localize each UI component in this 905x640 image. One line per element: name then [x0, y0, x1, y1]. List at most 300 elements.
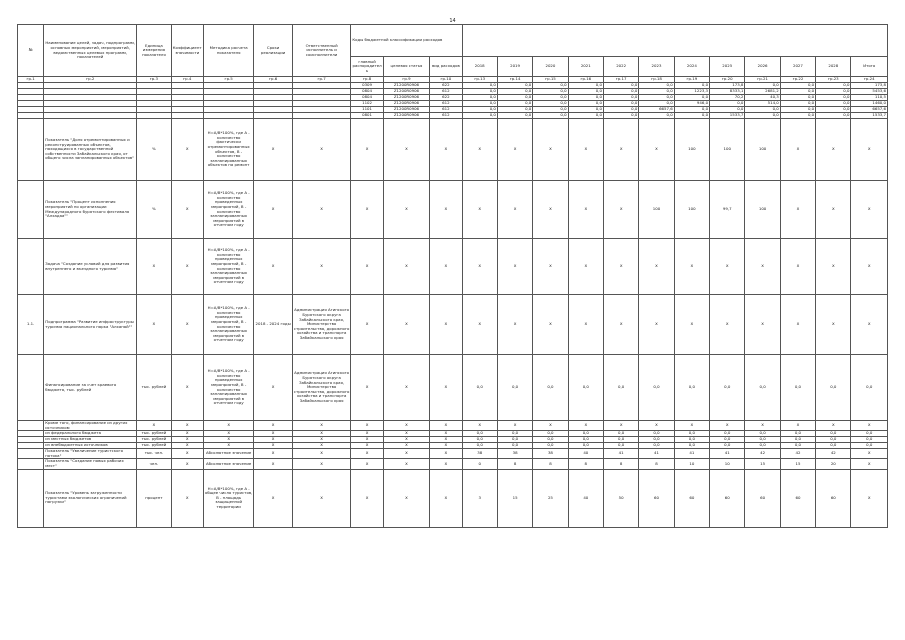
row-value: 0,0	[639, 437, 674, 443]
row-value: Х	[603, 119, 638, 181]
col-number: гр.13	[462, 77, 497, 83]
row-term: Х	[254, 421, 292, 431]
row-code-target: Х	[383, 449, 429, 459]
code-value: 0,0	[745, 107, 780, 113]
row-value: Х	[851, 239, 888, 295]
code-value: 110,5	[851, 95, 888, 101]
row-term: Х	[254, 181, 292, 239]
row-value: Х	[780, 119, 815, 181]
row-value: 99,7	[710, 181, 745, 239]
page-number: 14	[449, 18, 456, 24]
code-value: 6657,6	[851, 107, 888, 113]
code-value: 6657,6	[639, 107, 674, 113]
col-number: гр.5	[203, 77, 254, 83]
row-value: 0,0	[816, 437, 851, 443]
code-value: 0,0	[639, 95, 674, 101]
row-value: 0,0	[497, 355, 532, 421]
row-value: 40	[568, 469, 603, 527]
row-value: 40	[568, 449, 603, 459]
row-term: Х	[254, 431, 292, 437]
row-executor: Х	[292, 449, 351, 459]
code-value: 0,0	[639, 89, 674, 95]
code-value: 0,0	[816, 101, 851, 107]
code-value: 1533,7	[710, 113, 745, 119]
header-code-vr: вид расходов	[430, 57, 462, 77]
row-code-target: Х	[383, 295, 429, 355]
row-value: 41	[674, 449, 709, 459]
code-value: 0,0	[639, 101, 674, 107]
code-value: 0,0	[780, 101, 815, 107]
row-method: Н=А/В*100%, где А - количество проведенных мероприятий, В - количество запланированных мероприятий в отчетном году	[203, 295, 254, 355]
row-value: Х	[745, 295, 780, 355]
budget-code-rows	[18, 83, 888, 119]
row-code-main: Х	[351, 449, 383, 459]
row-value: Х	[816, 295, 851, 355]
row-coef: Х	[171, 449, 203, 459]
code-value: 5453,6	[851, 89, 888, 95]
row-value: 41	[710, 449, 745, 459]
row-value: 38	[533, 449, 568, 459]
row-value: Х	[780, 295, 815, 355]
code-value: 173,8	[710, 83, 745, 89]
row-value: Х	[851, 459, 888, 469]
row-term: Х	[254, 437, 292, 443]
row-value: 100	[674, 181, 709, 239]
row-value: Х	[533, 239, 568, 295]
row-code-target: Х	[383, 355, 429, 421]
row-value: Х	[674, 239, 709, 295]
code-value: 0,0	[816, 89, 851, 95]
row-method: Н=А/В*100%, где А - количество фактически отремонтированных объектов, В - количество запланированных объектов на ремонт	[203, 119, 254, 181]
row-coef: Х	[171, 119, 203, 181]
row-unit: тыс. чел.	[137, 449, 171, 459]
row-value: 0	[462, 459, 497, 469]
row-code-vr: Х	[430, 449, 462, 459]
row-code-main: Х	[351, 431, 383, 437]
row-value: 100	[745, 119, 780, 181]
code-value: 514,0	[745, 101, 780, 107]
code-value: 0,0	[533, 89, 568, 95]
row-method: Х	[203, 421, 254, 431]
code-value: 0,0	[462, 107, 497, 113]
code-value: 0,0	[816, 107, 851, 113]
row-value: Х	[851, 469, 888, 527]
table-row	[18, 239, 888, 295]
header-executor: Ответственный исполнитель и соисполнители	[292, 25, 351, 77]
row-term: Х	[254, 119, 292, 181]
row-number	[18, 469, 44, 527]
row-code-target: Х	[383, 421, 429, 431]
row-value: 0,0	[603, 443, 638, 449]
row-coef: Х	[171, 421, 203, 431]
row-code-main: Х	[351, 355, 383, 421]
code-value: 0,0	[497, 83, 532, 89]
row-number	[18, 449, 44, 459]
row-coef: Х	[171, 459, 203, 469]
code-target: Z1200R0906	[383, 113, 429, 119]
row-code-target: Х	[383, 459, 429, 469]
code-value: 0,0	[568, 107, 603, 113]
row-method: Н=А/В*100%, где А - количество проведенных мероприятий, В - количество запланированных мероприятий в отчетном году	[203, 239, 254, 295]
row-value: 0,0	[851, 431, 888, 437]
header-year: 2020	[533, 57, 568, 77]
indicator-rows	[18, 119, 888, 528]
row-value: 0,0	[603, 355, 638, 421]
code-value: 0,0	[568, 95, 603, 101]
code-target: Z1200R0906	[383, 107, 429, 113]
row-value: 0,0	[710, 437, 745, 443]
col-number: гр.8	[351, 77, 383, 83]
row-value: 3	[462, 469, 497, 527]
code-target: Z1200R0906	[383, 101, 429, 107]
col-number: гр.19	[674, 77, 709, 83]
code-value: 0,0	[816, 113, 851, 119]
header-code-target: целевая статья	[383, 57, 429, 77]
row-value: 0,0	[816, 355, 851, 421]
header-year: 2019	[497, 57, 532, 77]
row-code-vr: Х	[430, 181, 462, 239]
row-executor: Х	[292, 469, 351, 527]
code-target: Z1200R0906	[383, 95, 429, 101]
row-value: Х	[533, 421, 568, 431]
row-unit: процент	[137, 469, 171, 527]
header-no: №	[18, 25, 44, 77]
code-value: 0,0	[533, 107, 568, 113]
col-number: гр.1	[18, 77, 44, 83]
row-value: 10	[710, 459, 745, 469]
program-table	[17, 24, 888, 528]
row-unit: тыс. рублей	[137, 443, 171, 449]
row-unit: Х	[137, 295, 171, 355]
row-value: 42	[816, 449, 851, 459]
row-value: 0,0	[462, 355, 497, 421]
row-value: 50	[603, 469, 638, 527]
row-code-main: Х	[351, 459, 383, 469]
row-method: Х	[203, 431, 254, 437]
row-value: 38	[462, 449, 497, 459]
code-value: 8333,1	[710, 89, 745, 95]
code-value: 946,0	[674, 101, 709, 107]
row-method: Н=А/В*100%, где А - количество проведенных мероприятий, В - количество запланированных мероприятий в отчетном году	[203, 181, 254, 239]
row-value: Х	[462, 421, 497, 431]
row-unit: тыс. рублей	[137, 355, 171, 421]
row-value: Х	[603, 239, 638, 295]
row-executor: Х	[292, 437, 351, 443]
code-main: 0801	[351, 113, 383, 119]
row-value: Х	[816, 181, 851, 239]
row-code-main: Х	[351, 437, 383, 443]
row-term: Х	[254, 443, 292, 449]
row-number	[18, 459, 44, 469]
header-term: Сроки реализации	[254, 25, 292, 77]
code-value: 0,0	[462, 83, 497, 89]
code-value: 0,0	[780, 107, 815, 113]
row-value: 60	[745, 469, 780, 527]
row-value: 0,0	[780, 355, 815, 421]
row-value: 42	[780, 449, 815, 459]
code-value: 0,0	[780, 95, 815, 101]
row-value: 0,0	[533, 355, 568, 421]
row-number	[18, 119, 44, 181]
row-value: Х	[639, 119, 674, 181]
code-value: 0,0	[497, 89, 532, 95]
code-value: 0,0	[533, 83, 568, 89]
code-value: 0,0	[816, 83, 851, 89]
header-unit: Единица измерения показателя	[137, 25, 171, 77]
row-value: Х	[780, 421, 815, 431]
row-value: 0,0	[745, 431, 780, 437]
row-value: Х	[851, 449, 888, 459]
code-value: 0,0	[603, 101, 638, 107]
code-value: 0,0	[603, 113, 638, 119]
row-executor: Х	[292, 459, 351, 469]
col-number: гр.2	[44, 77, 137, 83]
code-value: 0,0	[462, 89, 497, 95]
row-value: 41	[603, 449, 638, 459]
row-value: Х	[603, 181, 638, 239]
header-method: Методика расчета показателя	[203, 25, 254, 77]
row-coef: Х	[171, 355, 203, 421]
row-value: 0,0	[745, 355, 780, 421]
row-value: Х	[851, 295, 888, 355]
row-value: 0,0	[674, 431, 709, 437]
row-unit: чел.	[137, 459, 171, 469]
code-value: 0,0	[674, 83, 709, 89]
code-value: 1533,7	[851, 113, 888, 119]
row-value: 100	[674, 119, 709, 181]
col-number: гр.17	[603, 77, 638, 83]
row-value: 8	[497, 459, 532, 469]
row-value: Х	[462, 239, 497, 295]
code-vr: 612	[430, 101, 462, 107]
code-value: 0,0	[603, 89, 638, 95]
row-method: Абсолютное значение	[203, 449, 254, 459]
row-name: из федерального бюджета	[44, 431, 137, 437]
row-value: 25	[533, 469, 568, 527]
row-code-main: Х	[351, 421, 383, 431]
row-value: Х	[780, 181, 815, 239]
row-value: 0,0	[568, 431, 603, 437]
code-value: 1223,3	[674, 89, 709, 95]
header-code-main: главный распорядитель	[351, 57, 383, 77]
code-main: 1101	[351, 107, 383, 113]
code-value: 0,0	[780, 83, 815, 89]
row-coef: Х	[171, 443, 203, 449]
row-value: 8	[533, 459, 568, 469]
row-value: 0,0	[639, 355, 674, 421]
col-number: гр.7	[292, 77, 351, 83]
table-row	[18, 469, 888, 527]
row-unit: тыс. рублей	[137, 437, 171, 443]
row-number	[18, 421, 44, 431]
row-value: 0,0	[674, 355, 709, 421]
row-value: 0,0	[568, 443, 603, 449]
code-target: Z1200R0906	[383, 83, 429, 89]
col-number: гр.22	[780, 77, 815, 83]
row-code-vr: Х	[430, 421, 462, 431]
code-value: 0,0	[639, 83, 674, 89]
code-vr: 622	[430, 95, 462, 101]
row-value: Х	[674, 421, 709, 431]
row-value: Х	[745, 421, 780, 431]
row-value: Х	[497, 181, 532, 239]
code-vr: 612	[430, 107, 462, 113]
row-value: Х	[639, 295, 674, 355]
row-value: 10	[674, 459, 709, 469]
code-value: 0,0	[603, 95, 638, 101]
row-value: 0,0	[497, 437, 532, 443]
row-number	[18, 239, 44, 295]
row-code-main: Х	[351, 119, 383, 181]
row-value: 0,0	[568, 437, 603, 443]
row-value: Х	[851, 181, 888, 239]
col-number: гр.21	[745, 77, 780, 83]
row-value: Х	[462, 181, 497, 239]
col-number: гр.23	[816, 77, 851, 83]
row-value: 0,0	[533, 443, 568, 449]
row-method: Абсолютное значение	[203, 459, 254, 469]
code-value: 0,0	[674, 113, 709, 119]
row-executor: Х	[292, 421, 351, 431]
row-term: 2018 - 2024 годы	[254, 295, 292, 355]
row-code-vr: Х	[430, 469, 462, 527]
code-value: 2681,2	[745, 89, 780, 95]
code-value: 0,0	[462, 95, 497, 101]
code-main: 0804	[351, 89, 383, 95]
row-value: 0,0	[780, 443, 815, 449]
col-number: гр.4	[171, 77, 203, 83]
row-value: Х	[639, 421, 674, 431]
header-years-group	[462, 25, 887, 57]
header-year: 2026	[745, 57, 780, 77]
row-value: Х	[780, 239, 815, 295]
row-unit: Х	[137, 239, 171, 295]
row-value: Х	[710, 239, 745, 295]
table-row	[18, 421, 888, 431]
table-row	[18, 459, 888, 469]
row-value: 60	[710, 469, 745, 527]
row-value: 0,0	[851, 355, 888, 421]
code-value: 0,0	[710, 107, 745, 113]
row-method: Х	[203, 443, 254, 449]
col-number: гр.3	[137, 77, 171, 83]
row-value: 8	[603, 459, 638, 469]
row-value: 15	[780, 459, 815, 469]
row-value: Х	[710, 295, 745, 355]
code-value: 40,3	[745, 95, 780, 101]
row-code-vr: Х	[430, 295, 462, 355]
row-value: 42	[745, 449, 780, 459]
row-coef: Х	[171, 469, 203, 527]
row-name: Финансирование за счет краевого бюджета, тыс. рублей	[44, 355, 137, 421]
row-value: 0,0	[816, 431, 851, 437]
row-value: Х	[533, 181, 568, 239]
row-code-vr: Х	[430, 431, 462, 437]
row-value: Х	[745, 239, 780, 295]
row-value: Х	[533, 119, 568, 181]
row-code-target: Х	[383, 469, 429, 527]
row-value: Х	[639, 239, 674, 295]
code-value: 173,8	[851, 83, 888, 89]
row-value: Х	[497, 295, 532, 355]
code-value: 0,0	[674, 107, 709, 113]
col-number: гр.9	[383, 77, 429, 83]
row-code-main: Х	[351, 295, 383, 355]
col-number: гр.24	[851, 77, 888, 83]
header-budget-codes: Коды бюджетной классификации расходов	[351, 25, 462, 57]
row-unit: %	[137, 119, 171, 181]
row-code-target: Х	[383, 119, 429, 181]
row-value: 0,0	[816, 443, 851, 449]
row-code-target: Х	[383, 443, 429, 449]
row-value: 0,0	[497, 443, 532, 449]
row-name: Показатель "Увеличение туристского потока"	[44, 449, 137, 459]
row-name: Показатель "Уровень загруженности туристами экологических ограничений нагрузки"	[44, 469, 137, 527]
row-coef: Х	[171, 437, 203, 443]
row-value: 0,0	[462, 437, 497, 443]
row-executor: Х	[292, 239, 351, 295]
header-coef: Коэффициент значимости	[171, 25, 203, 77]
row-code-target: Х	[383, 431, 429, 437]
row-value: Х	[816, 239, 851, 295]
row-value: 0,0	[533, 431, 568, 437]
row-executor: Х	[292, 431, 351, 437]
row-value: 0,0	[603, 431, 638, 437]
row-name: Подпрограмма "Развитие инфраструктуры туризма национального парка "Алханай""	[44, 295, 137, 355]
row-value: Х	[603, 295, 638, 355]
header-year: 2024	[674, 57, 709, 77]
row-unit: %	[137, 181, 171, 239]
row-value: Х	[568, 239, 603, 295]
table-row	[18, 355, 888, 421]
row-value: 41	[639, 449, 674, 459]
code-value: 0,0	[745, 83, 780, 89]
header-year: 2028	[816, 57, 851, 77]
row-name: из местных бюджетов	[44, 437, 137, 443]
code-vr: 622	[430, 83, 462, 89]
row-code-main: Х	[351, 443, 383, 449]
row-method: Н=А/В*100%, где А - общее число туристов, В - площадь защищенной территории	[203, 469, 254, 527]
code-value: 0,0	[780, 89, 815, 95]
row-executor: Х	[292, 443, 351, 449]
row-value: 0,0	[710, 443, 745, 449]
header-name: Наименование целей, задач, подпрограмм, основных мероприятий, мероприятий, ведомственных целевых программ, показателей	[44, 25, 137, 77]
row-term: Х	[254, 449, 292, 459]
row-value: 8	[568, 459, 603, 469]
code-value: 0,0	[568, 101, 603, 107]
row-name: из внебюджетных источников	[44, 443, 137, 449]
row-value: Х	[568, 181, 603, 239]
col-number: гр.6	[254, 77, 292, 83]
row-method: Н=А/В*100%, где А - количество проведенных мероприятий, В - количество запланированных мероприятий в отчетном году	[203, 355, 254, 421]
row-value: Х	[603, 421, 638, 431]
row-number	[18, 355, 44, 421]
code-value: 0,0	[497, 101, 532, 107]
header-total: Итого	[851, 57, 888, 77]
row-value: 0,0	[780, 431, 815, 437]
row-value: Х	[851, 421, 888, 431]
row-code-target: Х	[383, 239, 429, 295]
row-value: 38	[497, 449, 532, 459]
row-term: Х	[254, 469, 292, 527]
row-code-main: Х	[351, 239, 383, 295]
row-code-vr: Х	[430, 443, 462, 449]
row-value: Х	[816, 421, 851, 431]
row-term: Х	[254, 355, 292, 421]
code-value: 0,0	[568, 113, 603, 119]
row-value: 8	[639, 459, 674, 469]
row-value: Х	[568, 119, 603, 181]
